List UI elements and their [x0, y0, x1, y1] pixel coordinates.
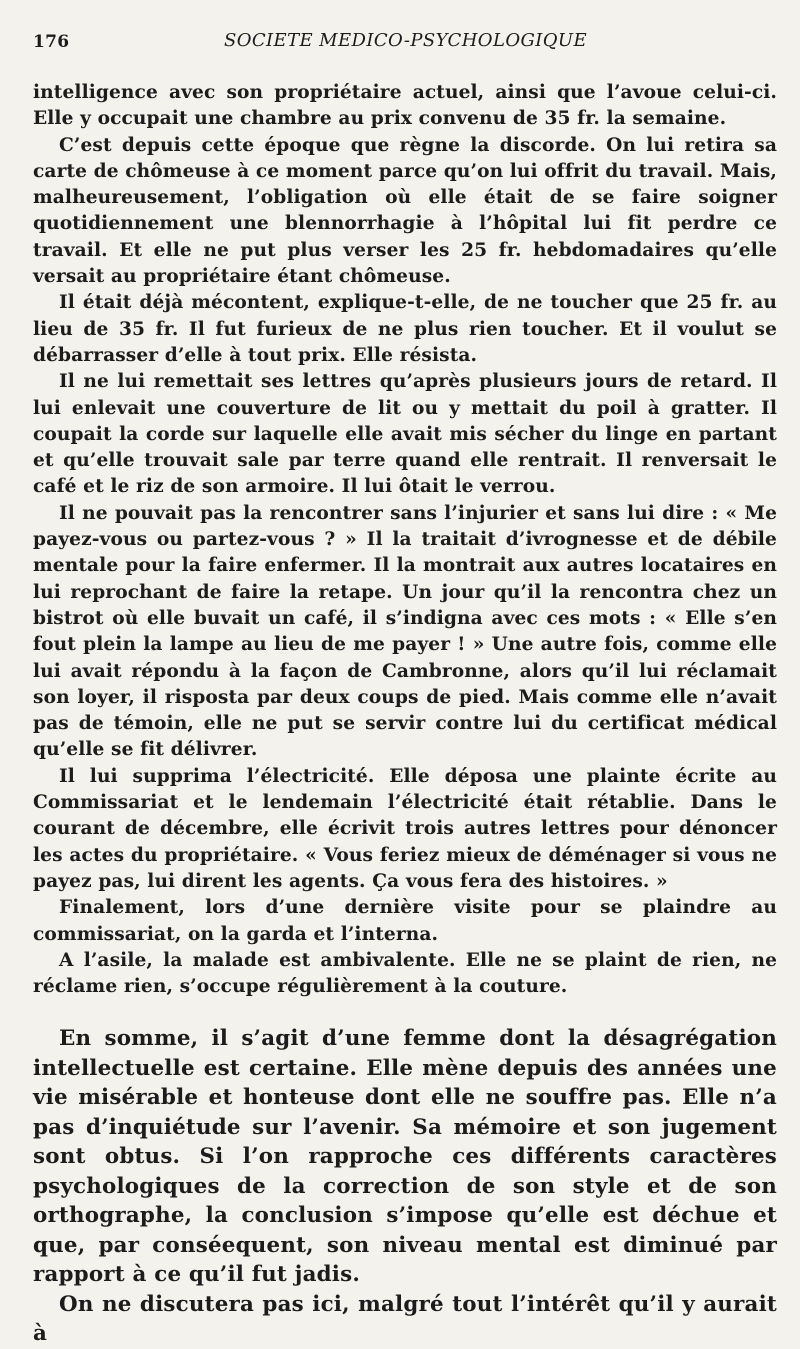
paragraph-harassment: Il ne lui remettait ses lettres qu’après plusieurs jours de retard. Il lui enlevait une couverture de lit ou y mettait du poil à gratter. Il coupait la corde sur laquelle elle avait mis sécher du linge en partant et qu’elle trouvait sale par terre quand elle rentrait. Il renversait le café et le riz de son armoire. Il lui ôtait le verrou.	[33, 371, 777, 498]
page-number: 176	[33, 32, 70, 52]
paragraph-continuation: intelligence avec son propriétaire actuel, ainsi que l’avoue celui-ci. Elle y occupait une chambre au prix convenu de 35 fr. la semaine.	[33, 82, 777, 130]
section-gap	[33, 1000, 777, 1024]
page-header	[33, 30, 778, 56]
paragraph-asylum: A l’asile, la malade est ambivalente. Elle ne se plaint de rien, ne réclame rien, s’occupe régulièrement à la couture.	[33, 949, 777, 998]
body-text	[33, 80, 777, 1349]
paragraph-conclusion: En somme, il s’agit d’une femme dont la désagrégation intellectuelle est certaine. Elle mène depuis des années une vie misérable et honteuse dont elle ne souffre pas. Elle n’a pas d’inquiétude sur l’avenir. Sa mémoire et son jugement sont obtus. Si l’on rapproche ces différents caractères psychologiques de la correction de son style et de son orthographe, la conclusion s’impose qu’elle est déchue et que, par conséequent, son niveau mental est diminué par rapport à ce qu’il fut jadis.	[33, 1026, 777, 1288]
paragraph-discussion-start: On ne discutera pas ici, malgré tout l’intérêt qu’il y aurait à	[33, 1291, 777, 1347]
paragraph-internment: Finalement, lors d’une dernière visite pour se plaindre au commissariat, on la garda et l’interna.	[33, 897, 777, 945]
paragraph-discord: C’est depuis cette époque que règne la discorde. On lui retira sa carte de chômeuse à ce moment parce qu’on lui offrit du travail. Mais, malheureusement, l’obligation où elle était de se faire soigner quotidiennement une blennorrhagie à l’hôpital lui fit perdre ce travail. Et elle ne put plus verser les 25 fr. hebdomadaires qu’elle versait au propriétaire étant chômeuse.	[33, 134, 777, 288]
running-head: SOCIETE MEDICO-PSYCHOLOGIQUE	[223, 30, 588, 51]
paragraph-insults: Il ne pouvait pas la rencontrer sans l’injurier et sans lui dire : « Me payez-vous ou partez-vous ? » Il la traitait d’ivrognesse et de débile mentale pour la faire enfermer. Il la montrait aux autres locataires en lui reprochant de faire la retape. Un jour qu’il la rencontra chez un bistrot où elle buvait un café, il s’indigna avec ces mots : « Elle s’en fout plein la lampe au lieu de me payer ! » Une autre fois, comme elle lui avait répondu à la façon de Cambronne, alors qu’il lui réclamait son loyer, il risposta par deux coups de pied. Mais comme elle n’avait pas de témoin, elle ne put se servir contre lui du certificat médical qu’elle se fit délivrer.	[33, 502, 777, 761]
paragraph-landlord-discontent: Il était déjà mécontent, explique-t-elle, de ne toucher que 25 fr. au lieu de 35 fr. Il fut furieux de ne plus rien toucher. Et il voulut se débarrasser d’elle à tout prix. Elle résista.	[33, 292, 777, 366]
paragraph-electricity: Il lui supprima l’électricité. Elle déposa une plainte écrite au Commissariat et le lendemain l’électricité était rétablie. Dans le courant de décembre, elle écrivit trois autres lettres pour dénoncer les actes du propriétaire. « Vous feriez mieux de déménager si vous ne payez pas, lui dirent les agents. Ça vous fera des histoires. »	[33, 765, 777, 892]
